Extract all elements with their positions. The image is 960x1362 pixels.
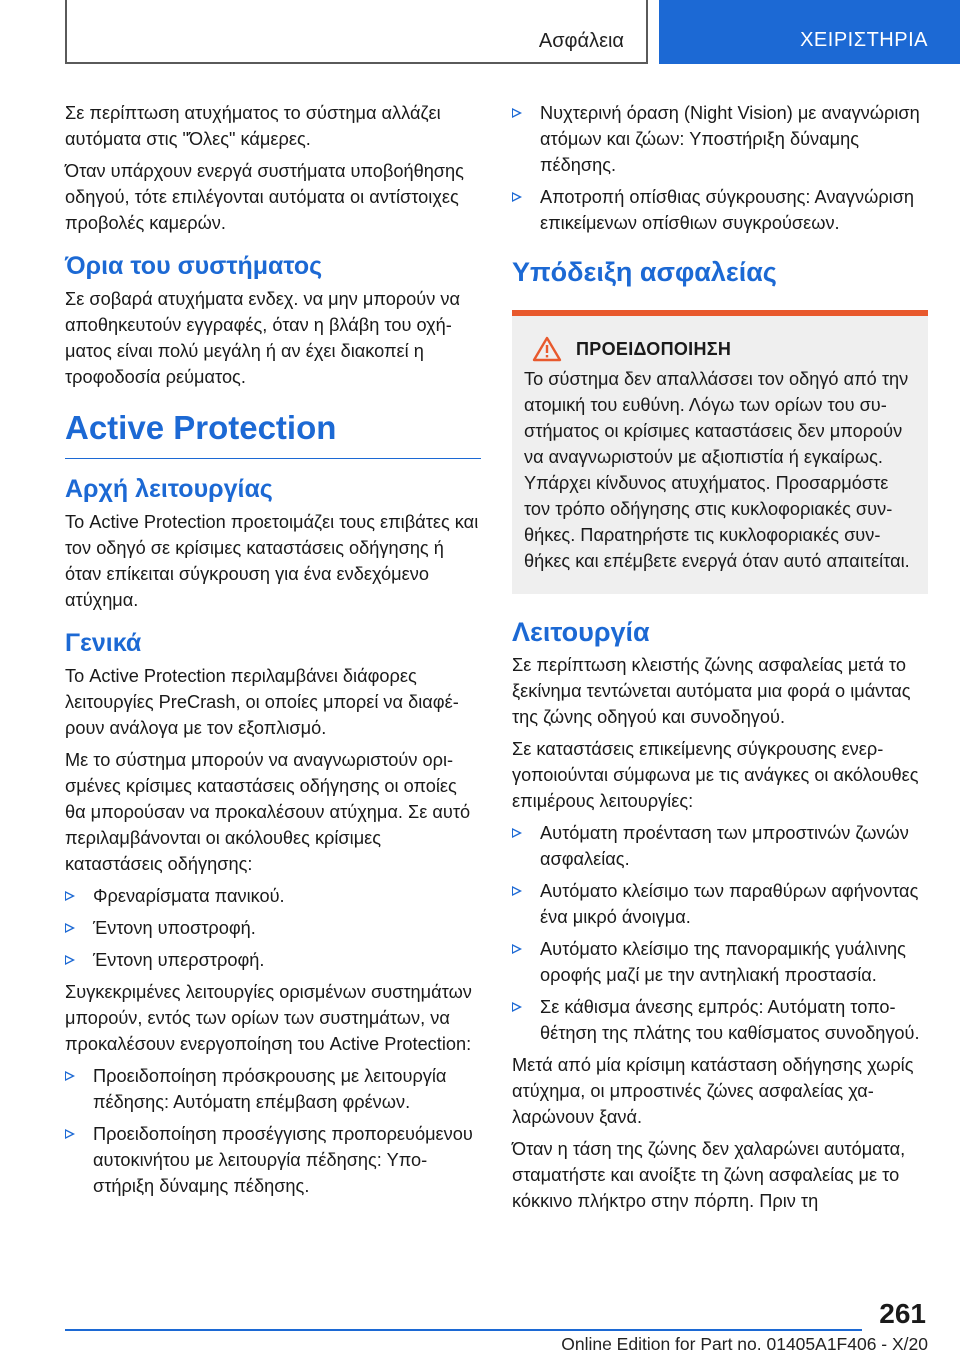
list-item-text: Αυτόματο κλείσιμο της πανοραμικής γυάλινης οροφής μαζί με την αντηλιακή προστασία. [540, 939, 906, 985]
list-item [65, 1063, 481, 1115]
paragraph: Σε περίπτωση κλειστής ζώνης ασφαλείας μετά το ξεκίνημα τεντώνεται αυτόματα μια φορά ο ιμάντας της ζώνης οδηγού και συνοδηγού. [512, 655, 911, 727]
header-chapter-tab[interactable] [659, 0, 960, 64]
paragraph: Το Active Protection περιλαμβάνει διάφορες λειτουργίες PreCrash, οι οποίες μπορεί να διαφέρουν ανάλογα με τον εξοπλισμό. [65, 666, 459, 738]
triangle-bullet-icon [512, 828, 522, 838]
paragraph: Όταν η τάση της ζώνης δεν χαλαρώνει αυτόματα, σταματήστε και ανοίξτε τη ζώνη ασφαλείας με το κόκκινο πλήκτρο στην πόρπη. Πριν τη [512, 1139, 906, 1211]
list-item [65, 1121, 481, 1199]
triangle-bullet-icon [512, 108, 522, 118]
heading-function: Λειτουργία [512, 617, 650, 647]
heading-system-limits: Όρια του συστήματος [65, 252, 323, 280]
page-number: 261 [879, 1298, 926, 1329]
triangle-bullet-icon [65, 923, 75, 933]
list-item [65, 915, 481, 941]
paragraph: Το Active Protection προετοιμάζει τους επιβάτες και τον οδηγό σε κρίσιμες καταστάσεις οδήγησης ή όταν επίκειται σύγκρουση για ένα ενδεχόμενο ατύχημα. [65, 512, 479, 610]
list-item-text: Αποτροπή οπίσθιας σύγκρουσης: Αναγνώριση επικείμενων οπίσθιων συγκρούσεων. [540, 187, 915, 233]
triangle-bullet-icon [65, 1071, 75, 1081]
paragraph: Σε περίπτωση ατυχήματος το σύστημα αλλάζει αυτόματα στις "Όλες" κάμερες. [65, 103, 441, 149]
triangle-bullet-icon [512, 192, 522, 202]
bullet-list-triggers-continued [512, 100, 928, 236]
right-column [512, 100, 928, 1220]
list-item [65, 947, 481, 973]
list-item-text: Αυτόματο κλείσιμο των παραθύρων αφήνοντας ένα μικρό άνοιγμα. [540, 881, 919, 927]
list-item [512, 184, 928, 236]
list-item-text: Έντονη υποστροφή. [93, 918, 256, 938]
paragraph: Σε σοβαρά ατυχήματα ενδεχ. να μην μπορούν να αποθηκευτούν εγγραφές, όταν η βλάβη του οχήματος είναι πολύ μεγάλη ή αν έχει διακοπεί η τροφοδοσία ρεύματος. [65, 289, 460, 387]
bullet-list-triggers [65, 1063, 481, 1199]
list-item [512, 936, 928, 988]
triangle-bullet-icon [65, 1129, 75, 1139]
heading-principle: Αρχή λειτουργίας [65, 475, 273, 503]
paragraph: Συγκεκριμένες λειτουργίες ορισμένων συστημάτων μπορούν, εντός των ορίων των συστημάτων, να προκαλέσουν ενεργοποίηση του Active Protection: [65, 982, 472, 1054]
warning-triangle-icon [532, 336, 562, 362]
footer-divider [65, 1329, 862, 1331]
heading-active-protection: Active Protection [65, 406, 481, 459]
warning-box [512, 310, 928, 594]
list-item-text: Αυτόματη προένταση των μπροστινών ζωνών ασφαλείας. [540, 823, 909, 869]
list-item-text: Νυχτερινή όραση (Night Vision) με αναγνώριση ατόμων και ζώων: Υποστήριξη δύναμης πέδησης. [540, 103, 920, 175]
triangle-bullet-icon [65, 955, 75, 965]
bullet-list-functions [512, 820, 928, 1046]
list-item-text: Έντονη υπερστροφή. [93, 950, 265, 970]
list-item [512, 100, 928, 178]
list-item-text: Φρεναρίσματα πανικού. [93, 886, 285, 906]
list-item [65, 883, 481, 909]
warning-header [524, 336, 918, 362]
warning-text: Το σύστημα δεν απαλλάσσει τον οδηγό από την ατομική του ευθύνη. Λόγω των ορίων του συστήματος οι κρίσιμες καταστάσεις δεν μπορούν να αναγνωριστούν με αξιοπιστία ή εγκαίρως. Υπάρχει κίνδυνος ατυχήματος. Προσαρμόστε τον τρόπο οδήγησης στις κυκλοφοριακές συνθήκες. Παρατηρήστε τις κυκλοφοριακές συνθήκες και επέμβετε ενεργά όταν αυτό απαιτείται. [524, 369, 910, 571]
triangle-bullet-icon [512, 944, 522, 954]
warning-title: ΠΡΟΕΙΔΟΠΟΙΗΣΗ [576, 339, 732, 359]
header-section-box [65, 0, 648, 64]
paragraph: Μετά από μία κρίσιμη κατάσταση οδήγησης χωρίς ατύχημα, οι μπροστινές ζώνες ασφαλείας χαλαρώνουν ξανά. [512, 1055, 914, 1127]
list-item [512, 878, 928, 930]
list-item [512, 994, 928, 1046]
left-column [65, 100, 481, 1205]
paragraph: Με το σύστημα μπορούν να αναγνωριστούν ορισμένες κρίσιμες καταστάσεις οδήγησης οι οποίες θα μπορούσαν να προκαλέσουν ατύχημα. Σε αυτό περιλαμβάνονται οι ακόλουθες κρίσιμες καταστάσεις οδήγησης: [65, 750, 471, 874]
footer-edition-text: Online Edition for Part no. 01405A1F406 - X/20 [561, 1334, 928, 1354]
triangle-bullet-icon [65, 891, 75, 901]
header-section-title: Ασφάλεια [538, 30, 624, 52]
list-item-text: Προειδοποίηση προσέγγισης προπορευόμενου αυτοκινήτου με λειτουργία πέδησης: Υποστήριξη δύναμης πέδησης. [93, 1124, 473, 1196]
list-item [512, 820, 928, 872]
triangle-bullet-icon [512, 886, 522, 896]
paragraph: Σε καταστάσεις επικείμενης σύγκρουσης ενεργοποιούνται σύμφωνα με τις ανάγκες οι ακόλουθες επιμέρους λειτουργίες: [512, 739, 919, 811]
heading-general: Γενικά [65, 629, 142, 657]
list-item-text: Προειδοποίηση πρόσκρουσης με λειτουργία πέδησης: Αυτόματη επέμβαση φρένων. [93, 1066, 447, 1112]
list-item-text: Σε κάθισμα άνεσης εμπρός: Αυτόματη τοποθέτηση της πλάτης του καθίσματος συνοδηγού. [540, 997, 920, 1043]
header-chapter-title: ΧΕΙΡΙΣΤΗΡΙΑ [800, 29, 928, 51]
triangle-bullet-icon [512, 1002, 522, 1012]
paragraph: Όταν υπάρχουν ενεργά συστήματα υποβοήθησης οδηγού, τότε επιλέγονται αυτόματα οι αντίστοιχες προβολές καμερών. [65, 161, 464, 233]
heading-safety-note: Υπόδειξη ασφαλείας [512, 257, 777, 287]
bullet-list-critical-situations [65, 883, 481, 973]
